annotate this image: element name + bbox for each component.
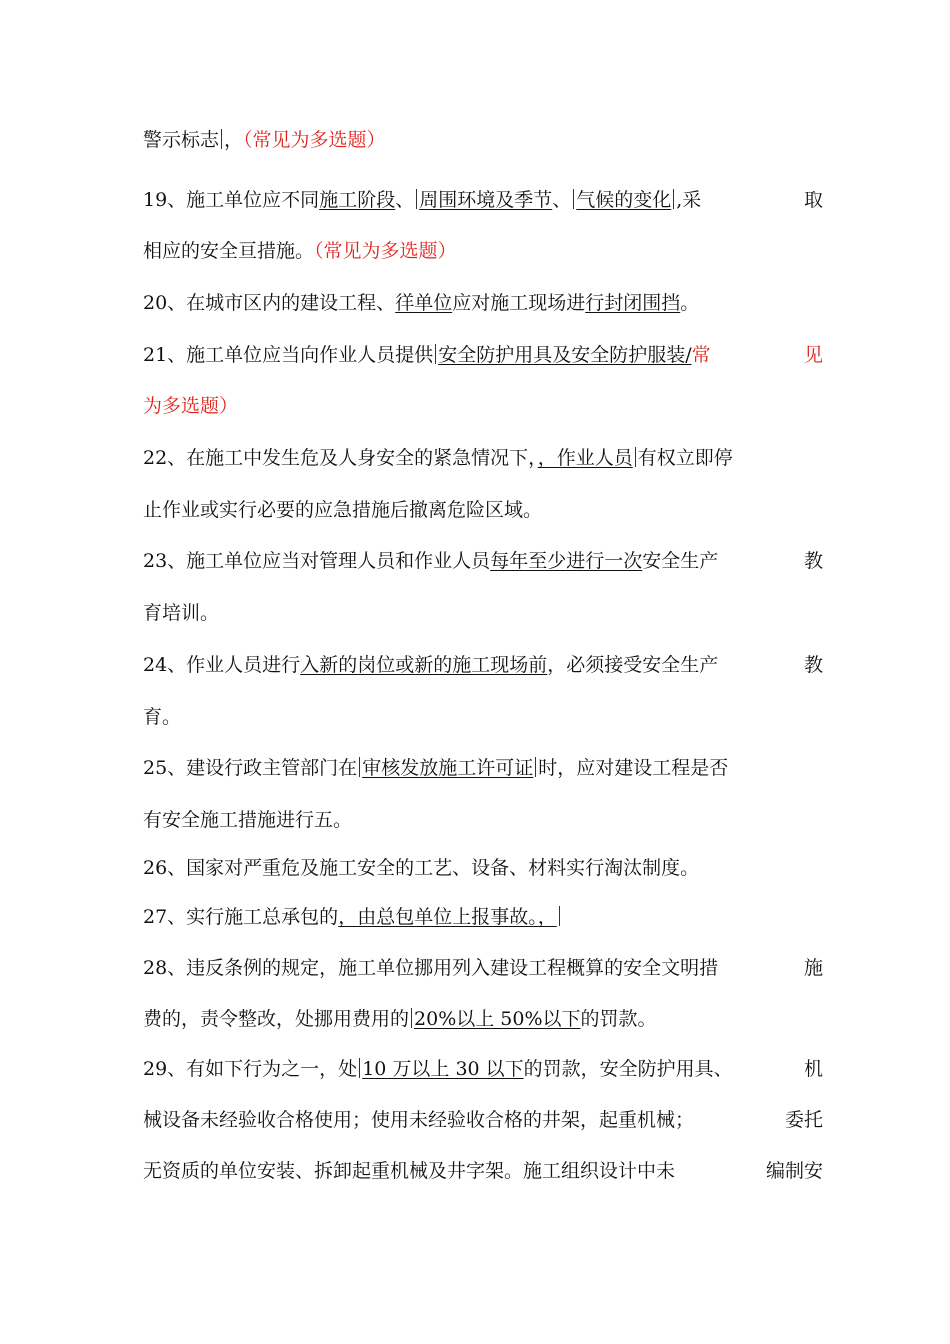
note-multiple-choice: （常见为多选题） bbox=[314, 240, 457, 262]
note-multiple-choice: 见 bbox=[803, 344, 823, 366]
item-29-line-2 bbox=[143, 1107, 823, 1133]
item-28-line-2 bbox=[143, 1006, 823, 1032]
answer-text: 周围环境及季节 bbox=[419, 189, 553, 211]
text: 编制安 bbox=[765, 1160, 823, 1182]
text: ，必须接受安全生产 bbox=[547, 654, 719, 676]
item-25-line-1 bbox=[143, 755, 823, 781]
text: 、 bbox=[395, 189, 415, 211]
item-29-main bbox=[143, 1056, 733, 1082]
text: 时，应对建设工程是否 bbox=[538, 757, 729, 779]
item-19-line-1 bbox=[143, 187, 823, 213]
text: 械设备未经验收合格使用；使用未经验收合格的井架，起重机械； bbox=[143, 1109, 695, 1131]
note-multiple-choice: 常 bbox=[691, 344, 711, 366]
note-multiple-choice: 为多选题） bbox=[143, 395, 239, 417]
item-19-main bbox=[143, 187, 701, 213]
text: 的罚款。 bbox=[580, 1008, 657, 1030]
cursor-bar bbox=[416, 189, 417, 209]
cursor-bar bbox=[359, 757, 360, 777]
text: 应对施工现场进 bbox=[452, 292, 586, 314]
text: 警示标志 bbox=[143, 129, 220, 151]
text: 19、施工单位应不同 bbox=[143, 189, 320, 211]
item-27 bbox=[143, 904, 823, 930]
answer-blank bbox=[357, 1058, 523, 1080]
item-28-line-1 bbox=[143, 955, 823, 981]
cursor-bar bbox=[221, 129, 222, 149]
answer-text: 20%以上 50%以下 bbox=[414, 1008, 581, 1030]
text: 教 bbox=[803, 654, 823, 676]
item-24-main bbox=[143, 652, 718, 678]
answer-blank bbox=[357, 757, 538, 779]
text: 机 bbox=[803, 1058, 823, 1080]
answer-blank: 徉单位 bbox=[395, 292, 453, 314]
text: 的罚款，安全防护用具、 bbox=[523, 1058, 733, 1080]
answer-blank: ，作业人员 bbox=[537, 447, 633, 469]
answer-blank: 施工阶段 bbox=[319, 189, 396, 211]
answer-text: 审核发放施工许可证 bbox=[362, 757, 534, 779]
answer-blank bbox=[414, 189, 552, 211]
text: 25、建设行政主管部门在 bbox=[143, 757, 358, 779]
text: 施 bbox=[803, 957, 823, 979]
item-24-line-2 bbox=[143, 704, 823, 730]
answer-blank bbox=[338, 906, 562, 928]
cursor-bar bbox=[573, 189, 574, 209]
cursor-bar bbox=[535, 757, 536, 777]
item-22-line-2 bbox=[143, 497, 823, 523]
item-24-line-1 bbox=[143, 652, 823, 678]
text: 22、在施工中发生危及人身安全的紧急情况下， bbox=[143, 447, 538, 469]
answer-text: 气候的变化 bbox=[576, 189, 672, 211]
text: ， bbox=[224, 129, 244, 151]
item-25-line-2 bbox=[143, 807, 823, 833]
item-19-line-2 bbox=[143, 238, 823, 264]
item-29-line-1 bbox=[143, 1056, 823, 1082]
item-22-line-1 bbox=[143, 445, 823, 471]
answer-blank bbox=[409, 1008, 581, 1030]
text: 安全生产 bbox=[642, 550, 719, 572]
item-20 bbox=[143, 290, 823, 316]
text: 23、施工单位应当对管理人员和作业人员 bbox=[143, 550, 491, 572]
item-21-line-2 bbox=[143, 393, 823, 419]
text: 。 bbox=[680, 292, 700, 314]
text: 27、实行施工总承包的 bbox=[143, 906, 339, 928]
item-26 bbox=[143, 855, 823, 881]
cursor-bar bbox=[359, 1058, 360, 1078]
text: 21、施工单位应当向作业人员提供 bbox=[143, 344, 434, 366]
text: 止作业或实行必要的应急措施后撤离危险区域。 bbox=[143, 499, 543, 521]
text: 教 bbox=[803, 550, 823, 572]
text: ,采 bbox=[676, 189, 702, 211]
text: 委托 bbox=[784, 1109, 823, 1131]
cursor-bar bbox=[411, 1008, 412, 1028]
item-21-line-1 bbox=[143, 342, 823, 368]
answer-text: 10 万以上 30 以下 bbox=[362, 1058, 524, 1080]
text: 20、在城市区内的建设工程、 bbox=[143, 292, 396, 314]
text: 费的，责令整改，处挪用费用的 bbox=[143, 1008, 410, 1030]
answer-blank: 行封闭围挡 bbox=[585, 292, 681, 314]
answer-text: 安全防护用具及安全防护服装/ bbox=[438, 344, 692, 366]
cursor-bar bbox=[435, 344, 436, 364]
cursor-bar bbox=[559, 906, 560, 926]
answer-blank bbox=[571, 189, 676, 211]
text: 有权立即停 bbox=[637, 447, 733, 469]
cursor-bar bbox=[673, 189, 674, 209]
item-23-main bbox=[143, 548, 718, 574]
text: 相应的安全亘措施。 bbox=[143, 240, 315, 262]
line-1 bbox=[143, 127, 823, 153]
text: 育。 bbox=[143, 706, 182, 728]
text: 有安全施工措施进行五。 bbox=[143, 809, 353, 831]
answer-blank: 入新的岗位或新的施工现场前 bbox=[300, 654, 548, 676]
text: 26、国家对严重危及施工安全的工艺、设备、材料实行淘汰制度。 bbox=[143, 857, 700, 879]
item-21-main bbox=[143, 342, 711, 368]
answer-blank bbox=[433, 344, 691, 366]
item-23-line-1 bbox=[143, 548, 823, 574]
answer-text: ，由总包单位上报事故。， bbox=[338, 906, 557, 928]
text: 、 bbox=[552, 189, 572, 211]
item-23-line-2 bbox=[143, 600, 823, 626]
answer-blank: 每年至少进行一次 bbox=[490, 550, 643, 572]
cursor-bar bbox=[635, 447, 636, 467]
text: 取 bbox=[803, 189, 823, 211]
text: 24、作业人员进行 bbox=[143, 654, 301, 676]
text: 无资质的单位安装、拆卸起重机械及井字架。施工组织设计中未 bbox=[143, 1160, 676, 1182]
text: 29、有如下行为之一，处 bbox=[143, 1058, 358, 1080]
note-multiple-choice: （常见为多选题） bbox=[243, 129, 386, 151]
item-29-line-3 bbox=[143, 1158, 823, 1184]
text: 育培训。 bbox=[143, 602, 220, 624]
text: 28、违反条例的规定，施工单位挪用列入建设工程概算的安全文明措 bbox=[143, 957, 719, 979]
